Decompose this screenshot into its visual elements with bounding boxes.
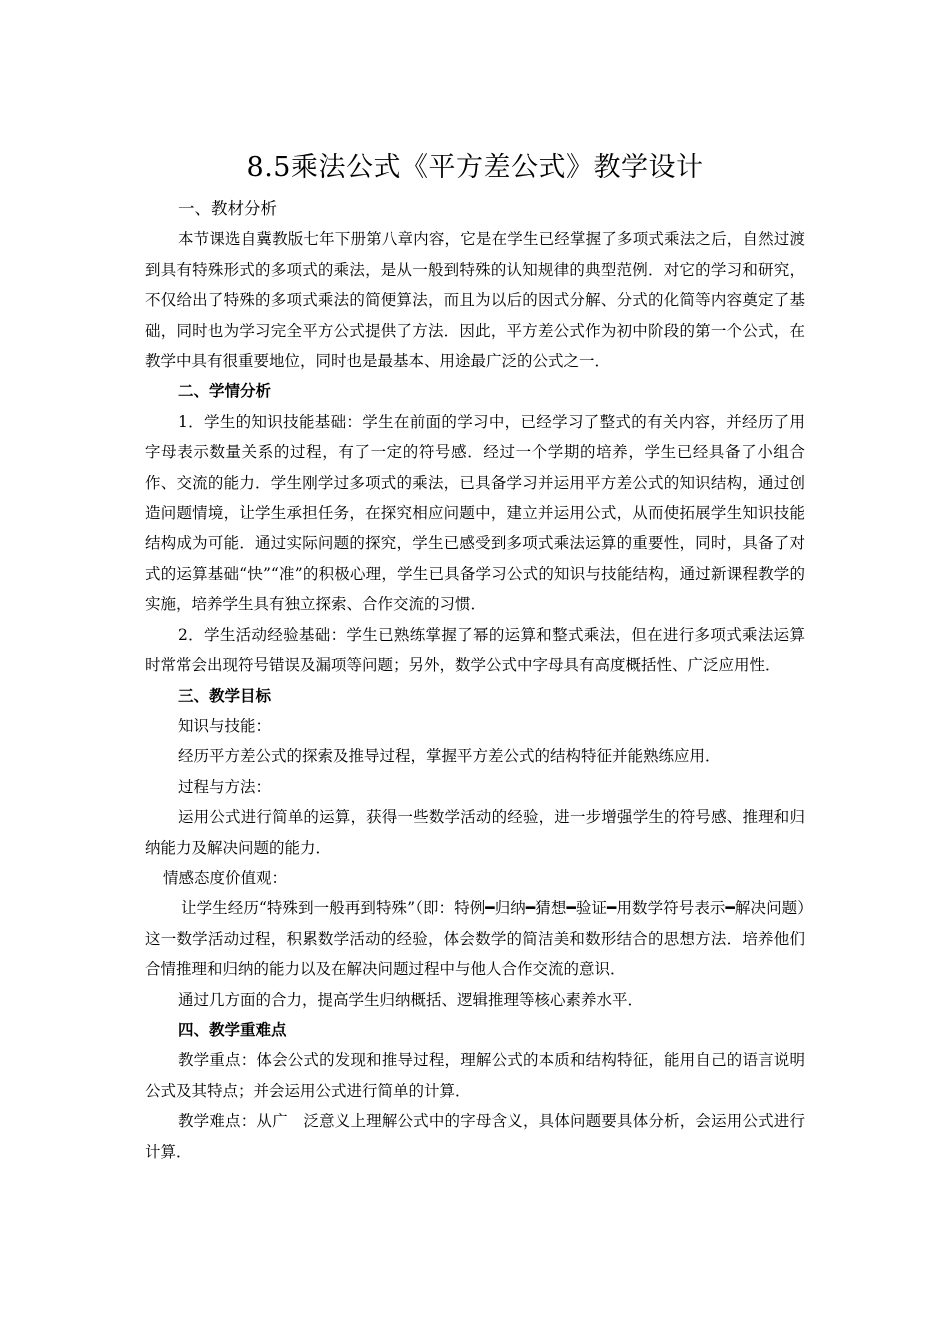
paragraph-teaching-difficulty: 教学难点：从广 泛意义上理解公式中的字母含义，具体问题要具体分析，会运用公式进行计算． (145, 1112, 805, 1161)
paragraph-process-method: 运用公式进行简单的运算，获得一些数学活动的经验，进一步增强学生的符号感、推理和归纳能力及解决问题的能力． (145, 808, 805, 857)
paragraph-textbook-analysis: 本节课选自冀教版七年下册第八章内容，它是在学生已经掌握了多项式乘法之后，自然过渡到具有特殊形式的多项式的乘法，是从一般到特殊的认知规律的典型范例．对它的学习和研究，不仅给出了特殊的多项式乘法的简便算法，而且为以后的因式分解、分式的化简等内容奠定了基础，同时也为学习完全平方公式提供了方法．因此，平方差公式作为初中阶段的第一个公式，在教学中具有很重要地位，同时也是最基本、用途最广泛的公式之一． (145, 230, 805, 371)
label-process-method: 过程与方法： (178, 777, 272, 796)
label-knowledge-skills: 知识与技能： (178, 716, 272, 735)
paragraph-activity-experience: 2．学生活动经验基础：学生已熟练掌握了幂的运算和整式乘法，但在进行多项式乘法运算时常常会出现符号错误及漏项等问题；另外，数学公式中字母具有高度概括性、广泛应用性． (145, 625, 805, 675)
paragraph-emotion-values: 让学生经历“特殊到一般再到特殊”（即：特例━归纳━猜想━验证━用数学符号表示━解决问题）这一数学活动过程，积累数学活动的经验，体会数学的简洁美和数形结合的思想方法．培养他们合情推理和归纳的能力以及在解决问题过程中与他人合作交流的意识． (145, 899, 805, 979)
section-heading-textbook-analysis: 一、教材分析 (178, 199, 277, 218)
paragraph-teaching-focus: 教学重点：体会公式的发现和推导过程，理解公式的本质和结构特征，能用自己的语言说明公式及其特点；并会运用公式进行简单的计算． (145, 1051, 805, 1100)
section-heading-student-analysis: 二、学情分析 (178, 381, 272, 401)
page-title: 8.5乘法公式《平方差公式》教学设计 (246, 152, 704, 183)
label-emotion-values: 情感态度价值观： (163, 868, 288, 887)
document-page (145, 146, 805, 1167)
section-heading-teaching-goals: 三、教学目标 (178, 685, 272, 705)
section-heading-key-difficult-points: 四、教学重难点 (178, 1019, 287, 1039)
paragraph-knowledge-base: 1．学生的知识技能基础：学生在前面的学习中，已经学习了整式的有关内容，并经历了用字母表示数量关系的过程，有了一定的符号感．经过一个学期的培养，学生已经具备了小组合作、交流的能力．学生刚学过多项式的乘法，已具备学习并运用平方差公式的知识结构，通过创造问题情境，让学生承担任务，在探究相应问题中，建立并运用公式，从而使拓展学生知识技能结构成为可能．通过实际问题的探究，学生已感受到多项式乘法运算的重要性，同时，具备了对式的运算基础“快”“准”的积极心理，学生已具备学习公式的知识与技能结构，通过新课程教学的实施，培养学生具有独立探索、合作交流的习惯． (145, 412, 805, 614)
paragraph-core-literacy: 通过几方面的合力，提高学生归纳概括、逻辑推理等核心素养水平． (178, 990, 644, 1009)
paragraph-knowledge-skills: 经历平方差公式的探索及推导过程，掌握平方差公式的结构特征并能熟练应用． (178, 747, 721, 766)
